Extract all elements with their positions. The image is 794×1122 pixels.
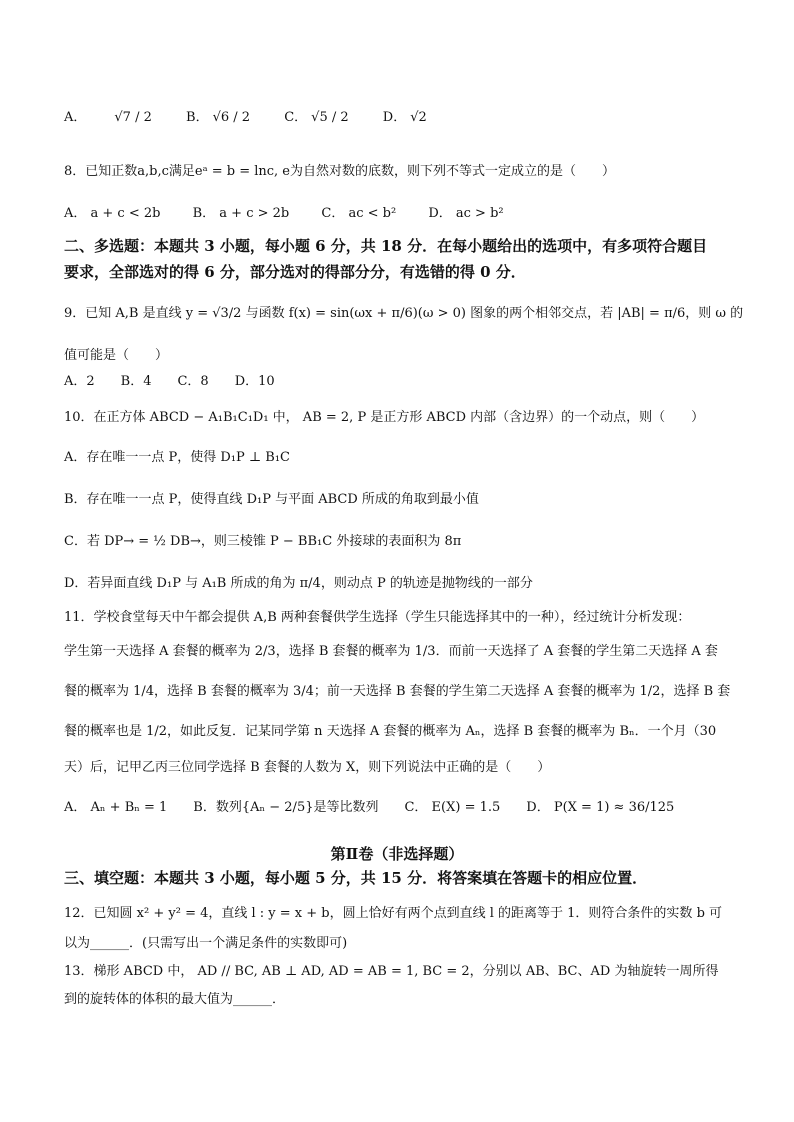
q13-line2: 到的旋转体的体积的最大值为______．	[64, 992, 286, 1007]
q10-option-a: A．存在唯一一点 P，使得 D₁P ⊥ B₁C	[64, 450, 290, 465]
q7-option-b: B．	[186, 110, 209, 125]
q11-line1: 11．学校食堂每天中午都会提供 A,B 两种套餐供学生选择（学生只能选择其中的一种），经过统计分析发现：	[64, 610, 691, 625]
q8-option-c: C． ac < b²	[321, 206, 397, 221]
q8-stem: 8．已知正数a,b,c满足eᵃ = b = lnc, e为自然对数的底数，则下列不等式一定成立的是（ ）	[64, 164, 616, 179]
q10-stem: 10．在正方体 ABCD − A₁B₁C₁D₁ 中， AB = 2, P 是正方形 ABCD 内部（含边界）的一个动点，则（ ）	[64, 410, 705, 425]
q12-line1: 12．已知圆 x² + y² = 4，直线 l : y = x + b，圆上恰好有两个点到直线 l 的距离等于 1．则符合条件的实数 b 可	[64, 906, 723, 921]
q10-option-d: D．若异面直线 D₁P 与 A₁B 所成的角为 π/4，则动点 P 的轨迹是抛物线的一部分	[64, 576, 533, 591]
q7-option-d: D．	[382, 110, 407, 125]
q11-line4: 餐的概率也是 1/2，如此反复．记某同学第 n 天选择 A 套餐的概率为 Aₙ，选择 B 套餐的概率为 Bₙ．一个月（30	[64, 724, 717, 739]
q7-options	[64, 108, 744, 128]
q11-line2: 学生第一天选择 A 套餐的概率为 2/3，选择 B 套餐的概率为 1/3．而前一天选择了 A 套餐的学生第二天选择 A 套	[64, 644, 718, 659]
q8-option-d: D． ac > b²	[428, 206, 504, 221]
q7-b-value: √6 / 2	[212, 110, 251, 125]
q7-option-c: C．	[284, 110, 308, 125]
q9-options: A．2 B．4 C．8 D．10	[64, 374, 275, 389]
q13-line1: 13．梯形 ABCD 中， AD // BC, AB ⊥ AD, AD = AB = 1, BC = 2，分别以 AB、BC、AD 为轴旋转一周所得	[64, 964, 719, 979]
q7-a-value: √7 / 2	[114, 110, 152, 125]
q7-option-a: A．	[64, 110, 87, 125]
q11-line3: 餐的概率为 1/4，选择 B 套餐的概率为 3/4；前一天选择 B 套餐的学生第二天选择 A 套餐的概率为 1/2，选择 B 套	[64, 684, 731, 699]
q7-d-value: √2	[410, 110, 427, 125]
section2-heading-line2: 要求，全部选对的得 6 分，部分选对的得部分分，有选错的得 0 分．	[64, 263, 526, 281]
q10-option-b: B．存在唯一一点 P，使得直线 D₁P 与平面 ABCD 所成的角取到最小值	[64, 492, 479, 507]
q8-option-b: B． a + c > 2b	[192, 206, 290, 221]
q9-stem-line1: 9．已知 A,B 是直线 y = √3/2 与函数 f(x) = sin(ωx + π/6)(ω > 0) 图象的两个相邻交点，若 |AB| = π/6，则 ω 的	[64, 306, 744, 321]
q10-option-c: C．若 DP→ = ½ DB→，则三棱锥 P − BB₁C 外接球的表面积为 8π	[64, 534, 462, 549]
q12-line2: 以为______．(只需写出一个满足条件的实数即可)	[64, 936, 348, 951]
q8-options	[64, 204, 744, 224]
section2-heading-line1: 二、多选题：本题共 3 小题，每小题 6 分，共 18 分．在每小题给出的选项中，有多项符合题目	[64, 237, 708, 255]
section3-heading: 三、填空题：本题共 3 小题，每小题 5 分，共 15 分．将答案填在答题卡的相应位置．	[64, 869, 648, 887]
q8-option-a: A． a + c < 2b	[64, 206, 161, 221]
q11-line5: 天）后，记甲乙丙三位同学选择 B 套餐的人数为 X，则下列说法中正确的是（ ）	[64, 760, 551, 775]
q9-stem-line2: 值可能是（ ）	[64, 348, 169, 363]
q7-c-value: √5 / 2	[311, 110, 349, 125]
q11-options: A． Aₙ + Bₙ = 1 B．数列{Aₙ − 2/5}是等比数列 C． E(X) = 1.5 D． P(X = 1) ≈ 36/125	[64, 800, 675, 815]
part2-title: 第Ⅱ卷（非选择题）	[330, 845, 464, 863]
